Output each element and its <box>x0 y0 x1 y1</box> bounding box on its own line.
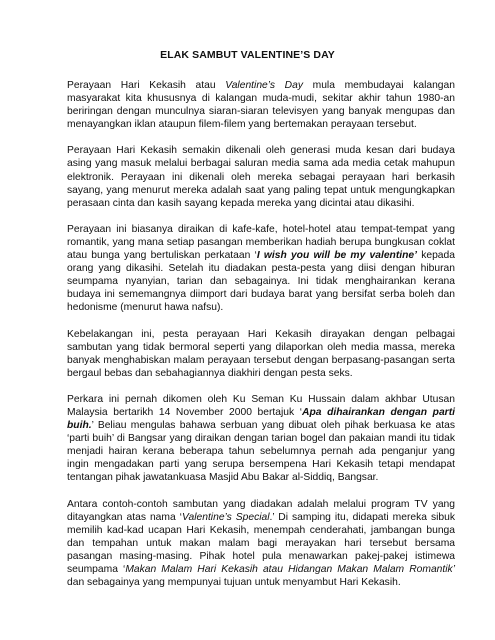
paragraph-text: Perayaan ini biasanya diraikan di kafe-kafe, hotel-hotel atau tempat-tempat yang romantik, yang mana setiap pasangan memberikan hadiah berupa bungkusan coklat atau bunga yang bertuliskan perkataan ‘ <box>67 223 455 262</box>
paragraph-text: .’ Di samping itu, didapati mereka sibuk memilih kad-kad ucapan Hari Kekasih, menempah cenderahati, jambangan bunga dan tempahan untuk makan malam bagi merayakan hari tersebut bersama pasangan masing-masing. Pihak hotel pula menawarkan pakej-pakej istimewa seumpama ‘ <box>67 511 456 575</box>
emphasis-text: Apa dihairankan dengan parti buih. <box>67 406 455 432</box>
paragraph-5 <box>67 393 455 485</box>
emphasis-text: I wish you will be my valentine’ <box>256 250 418 262</box>
document-title: ELAK SAMBUT VALENTINE’S DAY <box>160 49 335 61</box>
paragraph-6 <box>67 498 455 590</box>
paragraph-1 <box>67 79 455 131</box>
document-body <box>67 79 455 602</box>
paragraph-text: mula membudayai kalangan masyarakat kita khususnya di kalangan muda-mudi, sekitar akhir tahun 1980-an beriringan dengan munculnya siaran-siaran televisyen yang banyak mengupas dan menayangkan iklan ataupun filem-filem yang bertemakan perayaan tersebut. <box>67 80 455 131</box>
emphasis-text: Valentine’s Special <box>181 511 270 523</box>
emphasis-text: Valentine’s Day <box>225 80 303 91</box>
paragraph-text: Perayaan Hari Kekasih atau <box>67 80 226 91</box>
emphasis-text: Makan Malam Hari Kekasih atau Hidangan Makan Malam Romantik’ <box>125 564 455 575</box>
paragraph-text: dan sebagainya yang mempunyai tujuan untuk menyambut Hari Kekasih. <box>67 577 401 589</box>
paragraph-4 <box>67 328 455 380</box>
paragraph-text: Antara contoh-contoh sambutan yang diadakan adalah melalui program TV yang ditayangkan atas nama ‘ <box>67 498 455 523</box>
paragraph-text: Perkara ini pernah dikomen oleh Ku Seman Ku Hussain dalam akhbar Utusan Malaysia bertarikh 14 November 2000 bertajuk ‘ <box>67 393 455 418</box>
paragraph-3 <box>67 223 455 315</box>
paragraph-text: kepada orang yang dikasihi. Setelah itu diadakan pesta-pesta yang diisi dengan hiburan seumpama nyanyian, tarian dan sebagainya. Ini tidak menghairankan kerana budaya ini sememangnya diimport dari budaya barat yang bersifat serba boleh dan hedonisme (menurut hawa nafsu). <box>67 250 455 314</box>
paragraph-2 <box>67 144 455 209</box>
paragraph-text: ’ Beliau mengulas bahawa serbuan yang dibuat oleh pihak berkuasa ke atas ‘parti buih’ di Bangsar yang diraikan dengan tarian bogel dan pakaian mandi itu tidak menjadi hairan kerana beberapa tahun sebelumnya pernah ada penganjur yang ingin mengadakan parti yang serupa bersempena Hari Kekasih tetapi mendapat tentangan pihak jawatankuasa Masjid Abu Bakar al-Siddiq, Bangsar. <box>67 420 455 484</box>
paragraph-text: Kebelakangan ini, pesta perayaan Hari Kekasih dirayakan dengan pelbagai sambutan yang tidak bermoral seperti yang dilaporkan oleh media massa, mereka banyak menghabiskan malam perayaan tersebut dengan berpasang-pasangan serta bergaul bebas dan sebahagiannya diakhiri dengan pesta seks. <box>67 328 455 379</box>
paragraph-text: Perayaan Hari Kekasih semakin dikenali oleh generasi muda kesan dari budaya asing yang masuk melalui berbagai saluran media sama ada media cetak mahupun elektronik. Perayaan ini dikenali oleh mereka sebagai perayaan hari berkasih sayang, yang menurut mereka adalah saat yang paling tepat untuk mengungkapkan perasaan cinta dan kasih sayang kepada mereka yang dicintai atau dikasihi. <box>67 145 455 209</box>
